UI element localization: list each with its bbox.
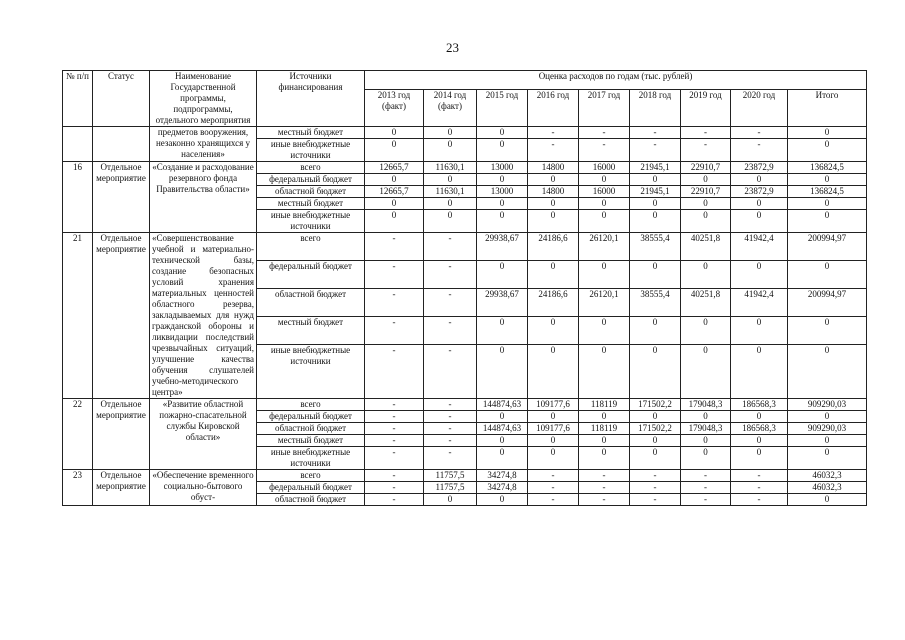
header-num: № п/п [63,71,93,127]
row-year-cell: 14800 [528,162,579,174]
row-year-cell: - [528,127,579,139]
row-year-cell: 22910,7 [681,186,731,198]
row-total-cell: 46032,3 [788,482,867,494]
row-funding-source: федеральный бюджет [257,482,365,494]
row-year-cell: 0 [365,127,424,139]
row-measure-name: предметов вооружения, незаконно хранящихся у населения» [150,127,257,162]
row-year-cell: - [630,139,681,162]
row-year-cell: - [579,482,630,494]
row-year-cell: 34274,8 [477,470,528,482]
row-year-cell: 0 [579,210,630,233]
row-year-cell: 22910,7 [681,162,731,174]
row-year-cell: 0 [681,447,731,470]
row-funding-source: иные внебюджетные источники [257,139,365,162]
row-year-cell: 41942,4 [731,289,788,317]
header-sources: Источники финансирования [257,71,365,127]
row-year-cell: - [365,482,424,494]
row-funding-source: местный бюджет [257,435,365,447]
row-year-cell: - [365,233,424,261]
row-number: 22 [63,399,93,470]
row-year-cell: - [424,317,477,345]
row-year-cell: - [579,470,630,482]
row-total-cell: 200994,97 [788,233,867,261]
row-year-cell: - [630,494,681,506]
row-total-cell: 0 [788,494,867,506]
row-year-cell: 0 [477,127,528,139]
header-year: 2020 год [731,90,788,127]
row-year-cell: - [424,261,477,289]
header-year: 2017 год [579,90,630,127]
row-total-cell: 0 [788,317,867,345]
row-year-cell: - [365,345,424,399]
row-funding-source: областной бюджет [257,423,365,435]
header-year: 2015 год [477,90,528,127]
row-year-cell: - [731,127,788,139]
row-year-cell: - [424,289,477,317]
row-year-cell: 171502,2 [630,399,681,411]
row-year-cell: 0 [528,317,579,345]
page-number: 23 [446,40,459,55]
row-year-cell: - [630,470,681,482]
row-year-cell: - [579,494,630,506]
row-year-cell: 171502,2 [630,423,681,435]
row-year-cell: 23872,9 [731,186,788,198]
row-year-cell: 11757,5 [424,470,477,482]
row-measure-name: «Совершенствование учебной и материально-технической базы, создание безопасных условий хранения материальных ценностей областного резерва, закладываемых для нужд гражданской обороны и ликвидации последствий чрезвычайных ситуаций, улучшение качества обучения слушателей учебно-методического центра» [150,233,257,399]
row-year-cell: 0 [528,411,579,423]
row-year-cell: 0 [630,174,681,186]
row-year-cell: 26120,1 [579,233,630,261]
row-year-cell: 0 [579,261,630,289]
row-year-cell: 24186,6 [528,233,579,261]
row-funding-source: областной бюджет [257,494,365,506]
row-year-cell: 186568,3 [731,399,788,411]
row-year-cell: 0 [365,210,424,233]
row-year-cell: - [424,233,477,261]
row-funding-source: иные внебюджетные источники [257,210,365,233]
row-total-cell: 46032,3 [788,470,867,482]
row-year-cell: 0 [681,210,731,233]
row-year-cell: 0 [630,435,681,447]
row-year-cell: 0 [731,345,788,399]
row-year-cell: 0 [424,139,477,162]
row-year-cell: 11757,5 [424,482,477,494]
row-year-cell: - [365,435,424,447]
row-total-cell: 0 [788,198,867,210]
row-year-cell: - [731,470,788,482]
row-year-cell: - [365,494,424,506]
table-body [63,127,867,506]
row-year-cell: 0 [630,447,681,470]
row-funding-source: областной бюджет [257,289,365,317]
row-year-cell: 11630,1 [424,186,477,198]
row-year-cell: 16000 [579,162,630,174]
row-year-cell: 40251,8 [681,289,731,317]
row-total-cell: 136824,5 [788,162,867,174]
row-year-cell: - [424,423,477,435]
row-year-cell: - [424,447,477,470]
row-year-cell: 0 [528,435,579,447]
row-year-cell: - [365,447,424,470]
row-year-cell: - [528,482,579,494]
row-year-cell: 12665,7 [365,186,424,198]
row-year-cell: 0 [681,198,731,210]
row-year-cell: - [681,470,731,482]
row-funding-source: всего [257,470,365,482]
header-status: Статус [93,71,150,127]
row-year-cell: 144874,63 [477,399,528,411]
row-status [93,127,150,162]
row-year-cell: 24186,6 [528,289,579,317]
row-year-cell: 0 [630,210,681,233]
row-year-cell: 0 [681,174,731,186]
row-total-cell: 136824,5 [788,186,867,198]
row-total-cell: 0 [788,411,867,423]
row-year-cell: 109177,6 [528,423,579,435]
row-year-cell: 0 [731,411,788,423]
row-funding-source: федеральный бюджет [257,411,365,423]
row-status: Отдельное мероприятие [93,470,150,506]
row-total-cell: 909290,03 [788,399,867,411]
row-year-cell: - [681,127,731,139]
row-year-cell: - [528,494,579,506]
row-year-cell: 0 [731,447,788,470]
row-total-cell: 0 [788,447,867,470]
row-year-cell: 38555,4 [630,289,681,317]
row-year-cell: 0 [424,127,477,139]
row-year-cell: 118119 [579,399,630,411]
row-year-cell: - [365,261,424,289]
header-year: 2016 год [528,90,579,127]
row-year-cell: - [681,139,731,162]
row-year-cell: 34274,8 [477,482,528,494]
row-funding-source: иные внебюджетные источники [257,345,365,399]
row-year-cell: - [681,482,731,494]
row-year-cell: - [579,139,630,162]
table-row [63,162,867,174]
row-year-cell: 29938,67 [477,289,528,317]
row-year-cell: - [365,423,424,435]
row-year-cell: 109177,6 [528,399,579,411]
row-year-cell: 0 [424,174,477,186]
row-year-cell: - [731,494,788,506]
row-year-cell: 0 [681,317,731,345]
row-year-cell: 0 [365,198,424,210]
row-status: Отдельное мероприятие [93,233,150,399]
row-year-cell: - [424,435,477,447]
row-year-cell: 11630,1 [424,162,477,174]
row-number: 23 [63,470,93,506]
row-year-cell: 0 [731,435,788,447]
budget-table [62,70,867,506]
row-year-cell: 0 [579,345,630,399]
header-costs: Оценка расходов по годам (тыс. рублей) [365,71,867,90]
row-year-cell: 29938,67 [477,233,528,261]
row-year-cell: - [528,139,579,162]
row-year-cell: 0 [477,210,528,233]
row-year-cell: 0 [477,139,528,162]
row-year-cell: 0 [630,411,681,423]
row-year-cell: 16000 [579,186,630,198]
row-year-cell: - [365,470,424,482]
row-year-cell: 41942,4 [731,233,788,261]
row-year-cell: 0 [528,261,579,289]
row-year-cell: 118119 [579,423,630,435]
row-year-cell: 0 [579,174,630,186]
row-year-cell: 0 [681,435,731,447]
row-year-cell: - [424,345,477,399]
row-year-cell: 21945,1 [630,186,681,198]
row-number: 16 [63,162,93,233]
row-year-cell: - [365,289,424,317]
row-funding-source: всего [257,399,365,411]
row-funding-source: федеральный бюджет [257,174,365,186]
row-year-cell: 179048,3 [681,423,731,435]
table-row [63,127,867,139]
table-row [63,399,867,411]
row-year-cell: 0 [528,174,579,186]
row-year-cell: - [579,127,630,139]
row-year-cell: 0 [477,411,528,423]
header-year: 2014 год (факт) [424,90,477,127]
row-year-cell: 0 [365,174,424,186]
row-number: 21 [63,233,93,399]
row-status: Отдельное мероприятие [93,162,150,233]
row-year-cell: 26120,1 [579,289,630,317]
row-status: Отдельное мероприятие [93,399,150,470]
row-total-cell: 0 [788,139,867,162]
row-year-cell: 0 [528,198,579,210]
row-funding-source: всего [257,162,365,174]
row-year-cell: 13000 [477,186,528,198]
row-total-cell: 0 [788,210,867,233]
row-funding-source: федеральный бюджет [257,261,365,289]
row-year-cell: 144874,63 [477,423,528,435]
row-year-cell: 0 [424,210,477,233]
row-year-cell: - [365,411,424,423]
row-total-cell: 0 [788,435,867,447]
row-year-cell: 40251,8 [681,233,731,261]
row-funding-source: всего [257,233,365,261]
row-year-cell: 0 [477,345,528,399]
row-funding-source: местный бюджет [257,198,365,210]
row-year-cell: 0 [528,447,579,470]
row-year-cell: - [528,470,579,482]
row-year-cell: 0 [365,139,424,162]
row-year-cell: 0 [630,345,681,399]
row-measure-name: «Создание и расходование резервного фонда Правительства области» [150,162,257,233]
header-year: 2019 год [681,90,731,127]
row-year-cell: 0 [731,210,788,233]
row-year-cell: 21945,1 [630,162,681,174]
row-year-cell: 0 [731,261,788,289]
row-total-cell: 909290,03 [788,423,867,435]
row-year-cell: - [681,494,731,506]
row-year-cell: 13000 [477,162,528,174]
row-year-cell: 0 [681,345,731,399]
row-year-cell: - [365,317,424,345]
row-year-cell: 0 [477,317,528,345]
row-total-cell: 0 [788,345,867,399]
row-year-cell: 179048,3 [681,399,731,411]
row-year-cell: 0 [579,198,630,210]
row-funding-source: местный бюджет [257,127,365,139]
row-year-cell: 0 [731,317,788,345]
row-number [63,127,93,162]
header-total: Итого [788,90,867,127]
row-year-cell: - [424,399,477,411]
row-year-cell: 186568,3 [731,423,788,435]
row-total-cell: 0 [788,261,867,289]
row-funding-source: иные внебюджетные источники [257,447,365,470]
header-name: Наименование Государственной программы, подпрограммы, отдельного мероприятия [150,71,257,127]
row-year-cell: 0 [477,447,528,470]
row-year-cell: 0 [579,447,630,470]
row-funding-source: местный бюджет [257,317,365,345]
row-year-cell: 0 [477,198,528,210]
header-year: 2013 год (факт) [365,90,424,127]
row-year-cell: 0 [424,494,477,506]
row-total-cell: 200994,97 [788,289,867,317]
row-year-cell: 0 [731,198,788,210]
table-row [63,233,867,261]
row-funding-source: областной бюджет [257,186,365,198]
row-year-cell: 0 [681,261,731,289]
row-year-cell: 0 [477,174,528,186]
row-year-cell: 0 [630,261,681,289]
row-year-cell: 23872,9 [731,162,788,174]
row-year-cell: 0 [731,174,788,186]
row-year-cell: 0 [477,435,528,447]
row-year-cell: 0 [477,494,528,506]
row-year-cell: - [630,482,681,494]
row-year-cell: 0 [681,411,731,423]
header-year: 2018 год [630,90,681,127]
row-year-cell: 0 [424,198,477,210]
row-year-cell: - [731,482,788,494]
row-year-cell: 0 [630,198,681,210]
row-measure-name: «Обеспечение временного социально-бытового обуст- [150,470,257,506]
row-year-cell: 0 [579,411,630,423]
row-year-cell: - [630,127,681,139]
row-year-cell: 12665,7 [365,162,424,174]
row-year-cell: 14800 [528,186,579,198]
row-year-cell: - [365,399,424,411]
row-total-cell: 0 [788,127,867,139]
row-year-cell: - [424,411,477,423]
row-year-cell: - [731,139,788,162]
row-year-cell: 0 [579,317,630,345]
row-year-cell: 0 [477,261,528,289]
row-measure-name: «Развитие областной пожарно-спасательной службы Кировской области» [150,399,257,470]
row-year-cell: 0 [579,435,630,447]
row-year-cell: 0 [630,317,681,345]
row-total-cell: 0 [788,174,867,186]
row-year-cell: 38555,4 [630,233,681,261]
table-row [63,470,867,482]
row-year-cell: 0 [528,210,579,233]
row-year-cell: 0 [528,345,579,399]
